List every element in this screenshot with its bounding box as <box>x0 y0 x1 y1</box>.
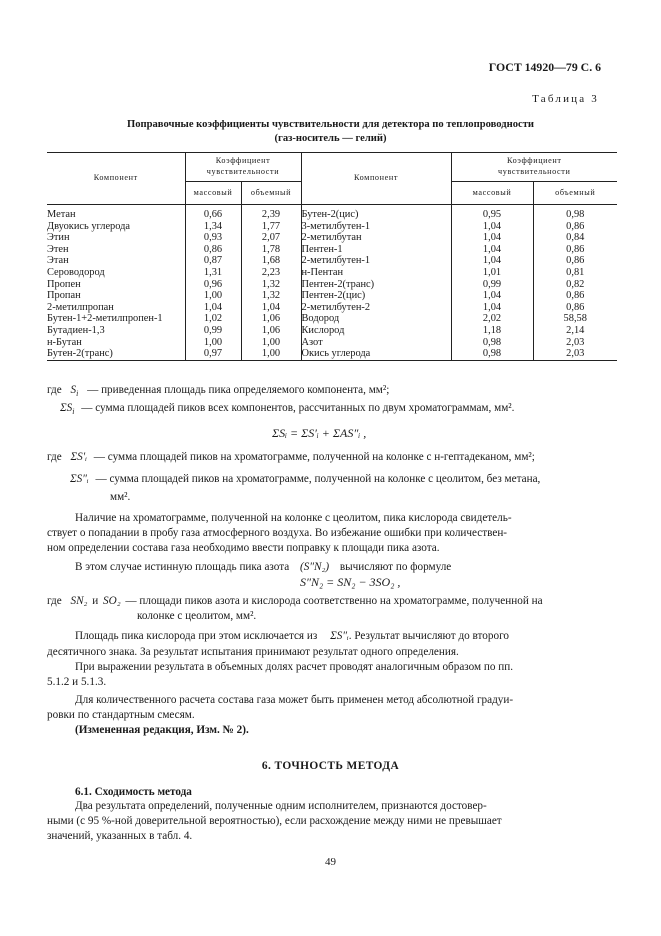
cell-volume2: 2,14 <box>566 324 585 336</box>
cell-volume: 1,32 <box>241 279 301 291</box>
cell-mass2: 0,98 <box>451 348 533 360</box>
para3-text-a: Площадь пика кислорода при этом исключается из <box>75 630 318 642</box>
formula-i: i <box>76 389 79 399</box>
cell-component2: 3-метилбутен-1 <box>301 221 451 233</box>
cell-volume: 2,23 <box>241 267 301 279</box>
amendment-note: (Измененная редакция, Изм. № 2). <box>75 724 249 736</box>
para3-text-b: . Результат вычисляют до второго <box>348 630 509 642</box>
para6-line3: значений, указанных в табл. 4. <box>47 830 193 842</box>
where-word-2: где <box>47 451 62 463</box>
header-mass: массовый <box>185 182 241 205</box>
cell-volume: 1,68 <box>241 255 301 267</box>
table-row <box>47 255 617 267</box>
cell-volume: 1,32 <box>241 290 301 302</box>
header-volume: объемный <box>241 182 301 205</box>
table-row <box>47 221 617 233</box>
table-row <box>47 348 617 360</box>
cell-component: Пропан <box>47 290 185 302</box>
cell-volume2: 58,58 <box>563 313 587 325</box>
para3-line2: десятичного знака. За результат испытания принимают результат одного определения. <box>47 646 459 658</box>
cell-volume: 2,07 <box>241 232 301 244</box>
cell-mass2: 2,02 <box>451 313 533 325</box>
header-coef-line1: Коэффициент <box>215 156 271 166</box>
cell-mass: 0,86 <box>185 244 241 256</box>
para3-line1 <box>75 629 509 644</box>
cell-component2: н-Пентан <box>301 267 451 279</box>
cell-volume2: 0,86 <box>566 301 585 313</box>
cell-volume2: 0,86 <box>566 255 585 267</box>
cell-volume2: 0,81 <box>566 266 585 278</box>
header-component2: Компонент <box>301 153 451 205</box>
table-row <box>47 325 617 337</box>
table-row <box>47 232 617 244</box>
where-sum-desc: — сумма площадей пиков всех компонентов, рассчитанных по двум хроматограммам, мм². <box>81 402 515 414</box>
cell-component: Этен <box>47 244 185 256</box>
table-title-line1: Поправочные коэффициенты чувствительности для детектора по теплопроводности <box>126 119 535 130</box>
cell-component2: Пентен-2(транс) <box>301 279 451 291</box>
where-word-3: где <box>47 595 62 607</box>
where-n2-line2: колонке с цеолитом, мм². <box>137 610 257 622</box>
where-si-line <box>47 383 389 399</box>
cell-mass2: 0,98 <box>451 337 533 349</box>
cell-component2: Бутен-2(цис) <box>301 209 451 221</box>
header-component: Компонент <box>47 153 185 205</box>
where-s1-line <box>47 450 535 465</box>
cell-component: Этин <box>47 232 185 244</box>
cell-mass2: 1,04 <box>451 255 533 267</box>
cell-mass: 1,00 <box>185 290 241 302</box>
table-row <box>47 337 617 349</box>
cell-component: Бутен-2(транс) <box>47 348 185 360</box>
formula-s-double-prime-2: ΣS″ᵢ <box>330 630 349 642</box>
cell-component: н-Бутан <box>47 337 185 349</box>
cell-volume2: 0,86 <box>566 290 585 302</box>
cell-component: Сероводород <box>47 267 185 279</box>
formula-so2: SO₂ <box>103 595 121 607</box>
where-n2-line <box>47 594 543 609</box>
cell-mass: 0,93 <box>185 232 241 244</box>
table-row <box>47 290 617 302</box>
cell-component2: Пентен-2(цис) <box>301 290 451 302</box>
cell-volume2: 2,03 <box>566 348 585 360</box>
table-row <box>47 302 617 314</box>
cell-component2: Кислород <box>301 325 451 337</box>
cell-volume: 1,77 <box>241 221 301 233</box>
cell-component: Бутен-1+2-метилпропен-1 <box>47 313 185 325</box>
cell-component: Пропен <box>47 279 185 291</box>
table-row <box>47 279 617 291</box>
cell-mass2: 1,18 <box>451 325 533 337</box>
cell-mass: 0,99 <box>185 325 241 337</box>
table-label: Таблица 3 <box>532 93 599 105</box>
cell-mass: 0,96 <box>185 279 241 291</box>
para5-line1: Для количественного расчета состава газа может быть применен метод абсолютной градуи- <box>75 694 514 706</box>
where-s2-unit: мм². <box>110 491 131 503</box>
cell-volume: 2,39 <box>241 209 301 221</box>
header-coef2-line1: Коэффициент <box>506 156 562 166</box>
para1-line3: ном определении состава газа необходимо ввести поправку к площади пика азота. <box>47 542 440 554</box>
cell-volume2: 0,82 <box>566 278 585 290</box>
sensitivity-table <box>47 152 617 361</box>
header-mass2: массовый <box>451 182 533 205</box>
cell-mass: 0,97 <box>185 348 241 360</box>
cell-volume: 1,00 <box>241 337 301 349</box>
cell-volume2: 2,03 <box>566 336 585 348</box>
cell-mass2: 1,01 <box>451 267 533 279</box>
para6-line2: ными (с 95 %-ной доверительной вероятностью), если расхождение между ними не превышает <box>47 815 502 827</box>
formula-s: S <box>70 384 77 396</box>
formula-sn2-paren: (S″N₂) <box>300 561 330 573</box>
formula-s-double-prime: ΣS″ᵢ <box>70 473 89 485</box>
formula-sn2: SN₂ <box>70 595 88 607</box>
cell-volume: 1,78 <box>241 244 301 256</box>
cell-mass: 1,02 <box>185 313 241 325</box>
and-word: и <box>92 595 99 607</box>
where-si-desc: — приведенная площадь пика определяемого компонента, мм²; <box>87 384 390 396</box>
section-title: 6. ТОЧНОСТЬ МЕТОДА <box>261 760 400 772</box>
para4-line2: 5.1.2 и 5.1.3. <box>47 676 107 688</box>
para2-line <box>75 560 451 575</box>
cell-mass2: 0,95 <box>451 209 533 221</box>
para5-line2: ровки по стандартным смесям. <box>47 709 195 721</box>
cell-volume2: 0,86 <box>566 220 585 232</box>
para2-text-b: вычисляют по формуле <box>339 561 452 573</box>
where-s1-desc: — сумма площадей пиков на хроматограмме, полученной на колонке с н-гептадеканом, мм²; <box>93 451 535 463</box>
header-coef2-line2: чувствительности <box>498 167 571 176</box>
table-row <box>47 313 617 325</box>
cell-mass: 1,34 <box>185 221 241 233</box>
cell-mass2: 1,04 <box>451 290 533 302</box>
header-volume2: объемный <box>555 187 596 197</box>
cell-component2: Пентен-1 <box>301 244 451 256</box>
cell-mass: 1,04 <box>185 302 241 314</box>
table-row <box>47 209 617 221</box>
cell-volume2: 0,86 <box>566 243 585 255</box>
formula-nitrogen: S″N₂ = SN₂ − 3SO₂ , <box>300 575 401 589</box>
cell-mass2: 1,04 <box>451 302 533 314</box>
cell-component2: Азот <box>301 337 451 349</box>
cell-component: Двуокись углерода <box>47 221 185 233</box>
cell-component: 2-метилпропан <box>47 302 185 314</box>
table-title <box>0 118 661 145</box>
cell-volume: 1,06 <box>241 325 301 337</box>
cell-volume2: 0,84 <box>566 232 585 244</box>
document-reference: ГОСТ 14920—79 С. 6 <box>488 60 601 74</box>
cell-mass: 0,66 <box>185 209 241 221</box>
header-coef2 <box>451 153 617 182</box>
where-s2-desc: — сумма площадей пиков на хроматограмме, полученной на колонке с цеолитом, без метана, <box>95 473 541 485</box>
header-coef-line2: чувствительности <box>206 167 280 176</box>
cell-volume: 1,00 <box>241 348 301 360</box>
cell-volume2: 0,98 <box>566 209 585 220</box>
para6-line1: Два результата определений, полученные одним исполнителем, признаются достовер- <box>75 800 487 812</box>
cell-component2: Водород <box>301 313 451 325</box>
cell-component2: 2-метилбутен-1 <box>301 255 451 267</box>
cell-component: Бутадиен-1,3 <box>47 325 185 337</box>
formula-total-sum: ΣSᵢ = ΣS′ᵢ + ΣAS″ᵢ , <box>272 426 367 440</box>
table-row <box>47 267 617 279</box>
para4-line1: При выражении результата в объемных долях расчет проводят аналогичным образом по пп. <box>75 661 514 673</box>
cell-component: Этан <box>47 255 185 267</box>
para1-line2: ствует о попадании в пробу газа атмосферного воздуха. Во избежание ошибки при количествен- <box>47 527 508 539</box>
formula-s-prime: ΣS′ᵢ <box>70 451 87 463</box>
where-n2-desc: — площади пиков азота и кислорода соответственно на хроматограмме, полученной на <box>125 595 543 607</box>
cell-volume: 1,04 <box>241 302 301 314</box>
cell-component2: 2-метилбутен-2 <box>301 302 451 314</box>
where-word: где <box>47 384 62 396</box>
where-s2-line <box>70 472 540 487</box>
table-title-line2: (газ-носитель — гелий) <box>274 132 387 144</box>
cell-mass2: 1,04 <box>451 244 533 256</box>
page-number: 49 <box>325 856 336 868</box>
cell-component2: 2-метилбутан <box>301 232 451 244</box>
para1-line1: Наличие на хроматограмме, полученной на колонке с цеолитом, пика кислорода свидетель- <box>75 512 512 524</box>
cell-mass: 1,00 <box>185 337 241 349</box>
cell-mass2: 1,04 <box>451 221 533 233</box>
formula-sum-s: ΣS <box>60 402 73 414</box>
cell-mass: 1,31 <box>185 267 241 279</box>
cell-mass2: 1,04 <box>451 232 533 244</box>
table-row <box>47 244 617 256</box>
cell-mass: 0,87 <box>185 255 241 267</box>
cell-mass2: 0,99 <box>451 279 533 291</box>
cell-component: Метан <box>47 209 185 221</box>
where-sum-line: $\Sigma S_i$ — сумма площадей пиков всех компонентов, рассчитанных по двум хроматограммам, мм². <box>60 402 515 417</box>
header-coef <box>185 153 301 182</box>
cell-component2: Окись углерода <box>301 348 451 360</box>
cell-volume: 1,06 <box>241 313 301 325</box>
para2-text: В этом случае истинную площадь пика азота <box>75 561 290 573</box>
subsection-title: 6.1. Сходимость метода <box>75 786 192 798</box>
table-body <box>47 205 617 361</box>
